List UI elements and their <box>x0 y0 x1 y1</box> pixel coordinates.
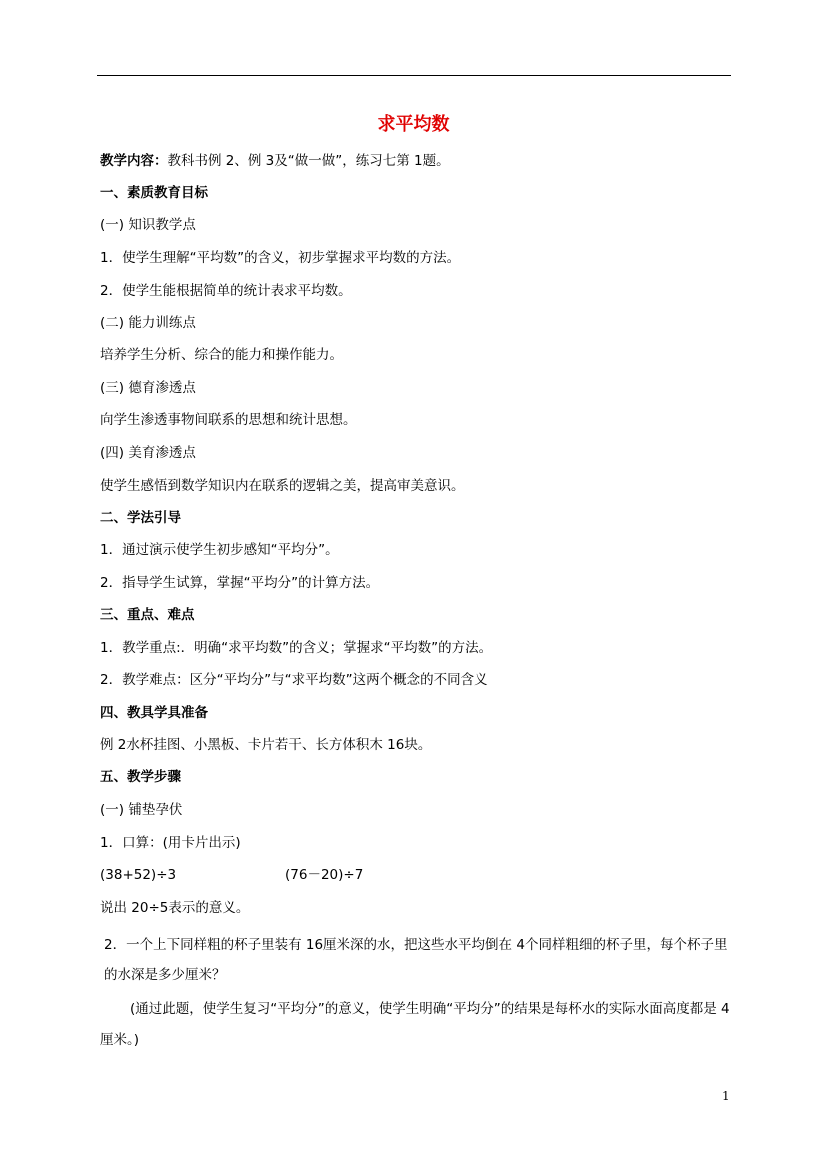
calc-expression-2: (76－20)÷7 <box>285 867 364 883</box>
document-title: 求平均数 <box>377 114 450 135</box>
section-3-heading: 三、重点、难点 <box>100 607 195 623</box>
mental-math-row <box>100 865 732 885</box>
section-2-item-1: 1．通过演示使学生初步感知“平均分”。 <box>100 542 339 558</box>
header-rule <box>97 75 731 76</box>
section-5-item-1: 1．口算：(用卡片出示) <box>100 835 241 851</box>
section-1-text-4: 使学生感悟到数学知识内在联系的逻辑之美，提高审美意识。 <box>100 478 465 494</box>
section-3-item-1: 1．教学重点:．明确“求平均数”的含义；掌握求“平均数”的方法。 <box>100 640 493 656</box>
section-1-sub-4: (四) 美育渗透点 <box>100 445 196 461</box>
section-5-item-2: 2．一个上下同样粗的杯子里装有 16厘米深的水，把这些水平均倒在 4个同样粗细的杯子里，每个杯子里的水深是多少厘米？ <box>104 937 728 983</box>
section-1-sub-1: (一) 知识教学点 <box>100 217 196 233</box>
teaching-content-text: 教科书例 2、例 3及“做一做”，练习七第 1题。 <box>167 153 450 169</box>
section-1-item-1: 1．使学生理解“平均数”的含义，初步掌握求平均数的方法。 <box>100 250 461 266</box>
section-5-sub-1: (一) 铺垫孕伏 <box>100 802 183 818</box>
section-1-heading: 一、素质教育目标 <box>100 185 208 201</box>
section-2-heading: 二、学法引导 <box>100 510 181 526</box>
teaching-content-label: 教学内容： <box>100 153 168 169</box>
section-4-text: 例 2水杯挂图、小黑板、卡片若干、长方体积木 16块。 <box>100 737 432 753</box>
section-1-sub-2: (二) 能力训练点 <box>100 315 196 331</box>
section-2-item-2: 2．指导学生试算，掌握“平均分”的计算方法。 <box>100 575 380 591</box>
calc-expression-1: (38+52)÷3 <box>100 867 177 883</box>
section-1-text-3: 向学生渗透事物间联系的思想和统计思想。 <box>100 412 357 428</box>
section-3-item-2: 2．教学难点：区分“平均分”与“求平均数”这两个概念的不同含义 <box>100 672 488 688</box>
section-1-text-2: 培养学生分析、综合的能力和操作能力。 <box>100 347 343 363</box>
section-5-heading: 五、教学步骤 <box>100 769 181 785</box>
section-5-explain: 说出 20÷5表示的意义。 <box>100 900 250 916</box>
section-5-note: (通过此题，使学生复习“平均分”的意义，使学生明确“平均分”的结果是每杯水的实际水面高度都是 4厘米。) <box>100 1001 730 1048</box>
section-1-sub-3: (三) 德育渗透点 <box>100 380 196 396</box>
teaching-content-line <box>100 151 450 171</box>
page-number: 1 <box>722 1089 730 1103</box>
section-1-item-2: 2．使学生能根据简单的统计表求平均数。 <box>100 283 352 299</box>
section-4-heading: 四、教具学具准备 <box>100 705 208 721</box>
